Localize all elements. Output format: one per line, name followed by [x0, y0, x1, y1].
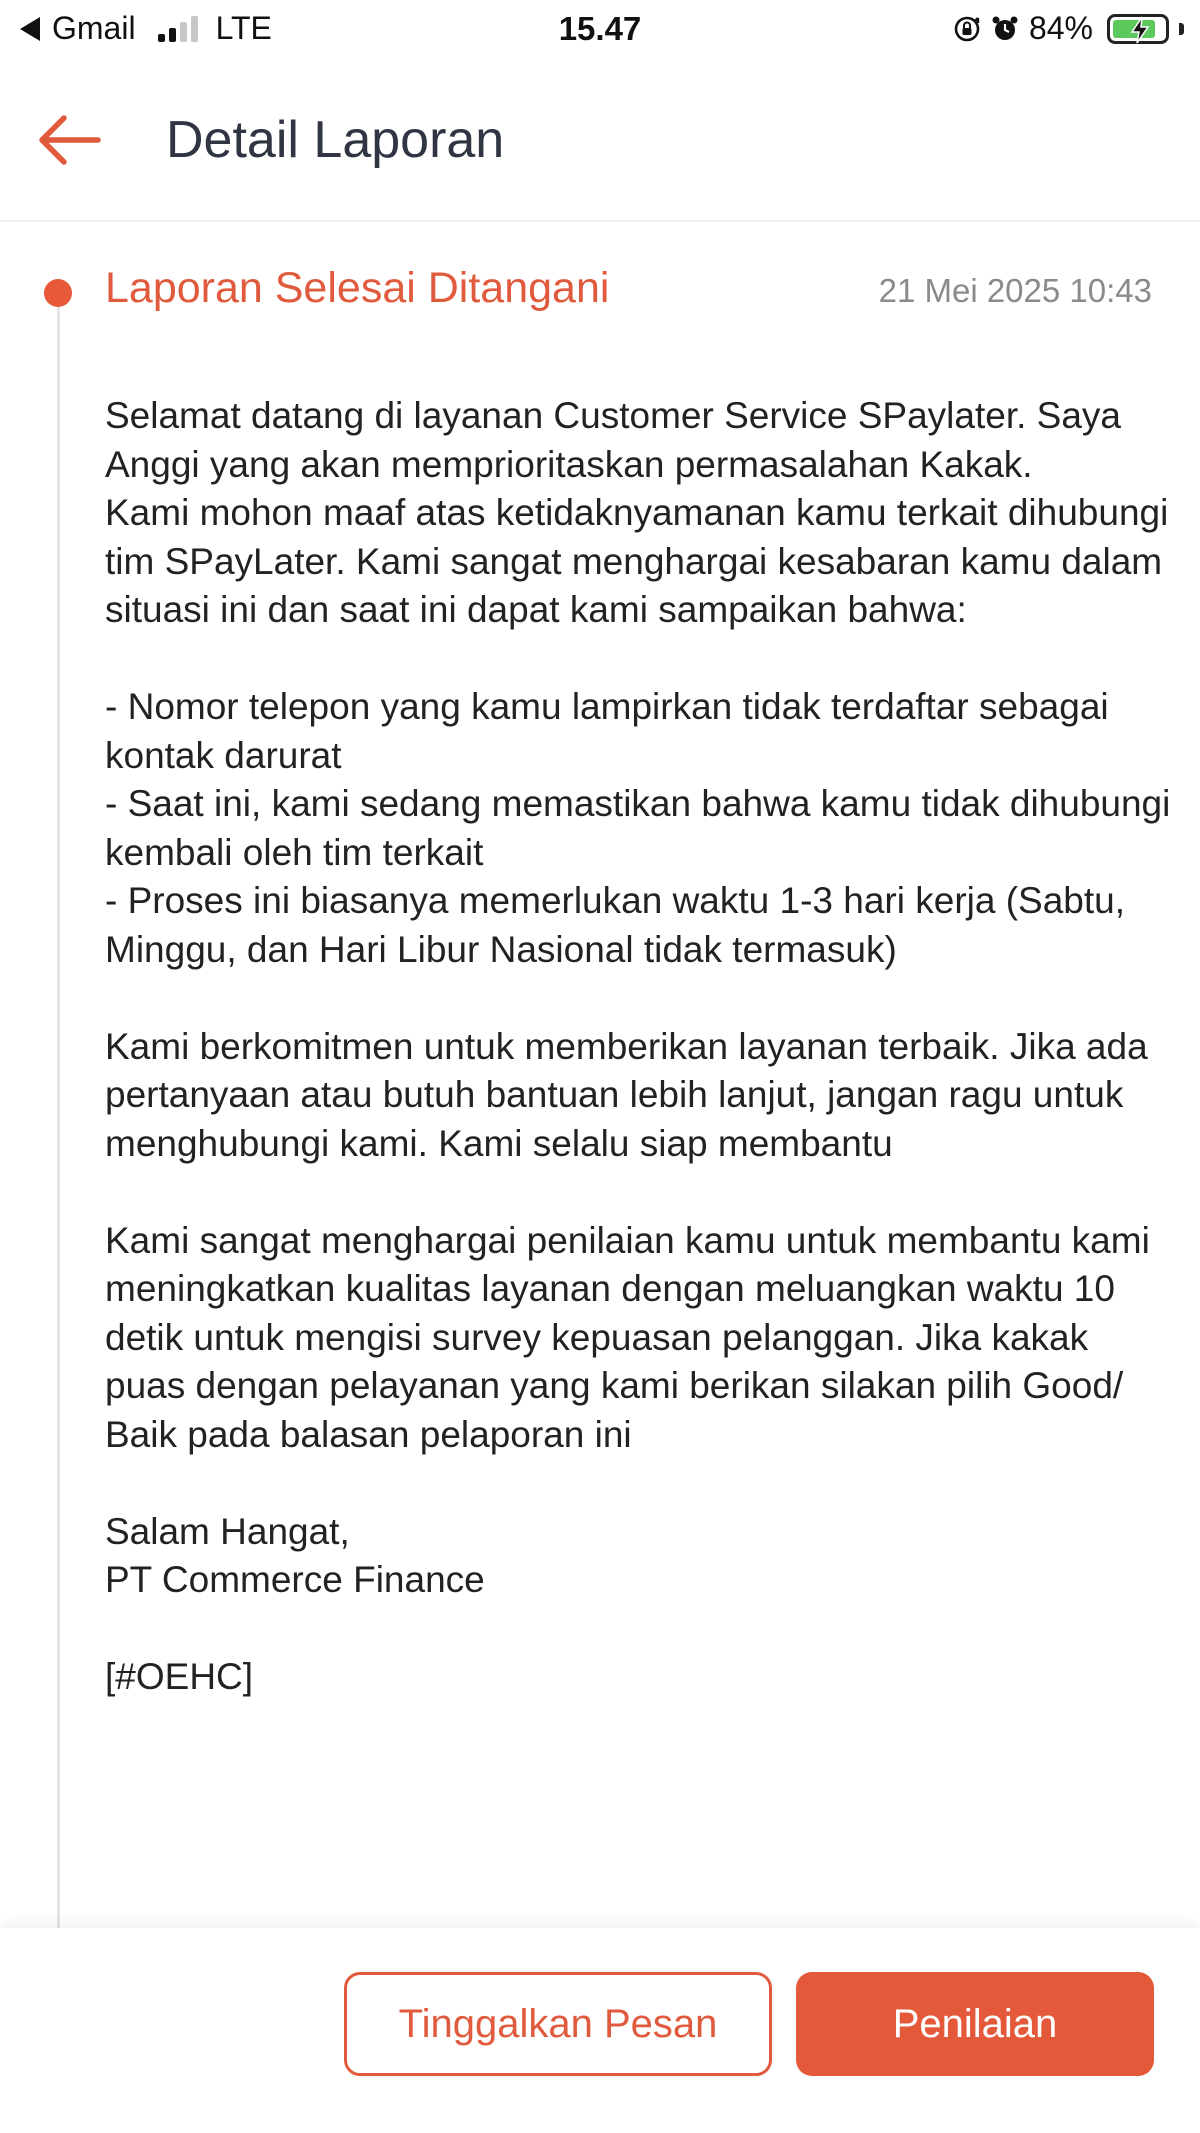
bottom-action-bar: [0, 1928, 1200, 2133]
back-app-label[interactable]: Gmail: [52, 10, 136, 46]
leave-message-button[interactable]: Tinggalkan Pesan: [344, 1972, 772, 2076]
timeline-dot: [44, 279, 72, 307]
report-message: Selamat datang di layanan Customer Service SPaylater. Saya Anggi yang akan memprioritaskan permasalahan Kakak. Kami mohon maaf atas ketidaknyamanan kamu terkait dihubungi tim SPayLater. Kami sangat menghargai kesabaran kamu dalam situasi ini dan saat ini dapat kami sampaikan bahwa: - Nomor telepon yang kamu lampirkan tidak terdaftar sebagai kontak darurat - Saat ini, kami sedang memastikan bahwa kamu tidak dihubungi kembali oleh tim terkait - Proses ini biasanya memerlukan waktu 1-3 hari kerja (Sabtu, Minggu, dan Hari Libur Nasional tidak termasuk) Kami berkomitmen untuk memberikan layanan terbaik. Jika ada pertanyaan atau butuh bantuan lebih lanjut, jangan ragu untuk menghubungi kami. Kami selalu siap membantu Kami sangat menghargai penilaian kamu untuk membantu kami meningkatkan kualitas layanan dengan meluangkan waktu 10 detik untuk mengisi survey kepuasan pelanggan. Jika kakak puas dengan pelayanan yang kami berikan silakan pilih Good/ Baik pada balasan pelaporan ini Salam Hangat, PT Commerce Finance [#OEHC]: [105, 395, 1171, 1697]
report-timestamp: 21 Mei 2025 10:43: [878, 272, 1152, 309]
status-bar: [0, 0, 1200, 62]
app-header: [0, 62, 1200, 222]
battery-nub: [1179, 23, 1184, 35]
timeline-line: [57, 290, 60, 1930]
orientation-lock-icon: [953, 15, 981, 43]
alarm-icon: [991, 15, 1019, 43]
battery-charging-icon: [1107, 14, 1169, 44]
bolt-icon: [1128, 16, 1152, 44]
report-status-title: Laporan Selesai Ditangani: [105, 264, 610, 312]
battery-percentage: 84%: [1028, 10, 1093, 46]
arrow-left-icon[interactable]: [34, 110, 104, 170]
status-time: 15.47: [558, 10, 642, 47]
page-title: Detail Laporan: [166, 111, 505, 169]
network-type: LTE: [215, 10, 272, 46]
rating-button[interactable]: Penilaian: [796, 1972, 1154, 2076]
status-bar-right: [953, 10, 1184, 47]
